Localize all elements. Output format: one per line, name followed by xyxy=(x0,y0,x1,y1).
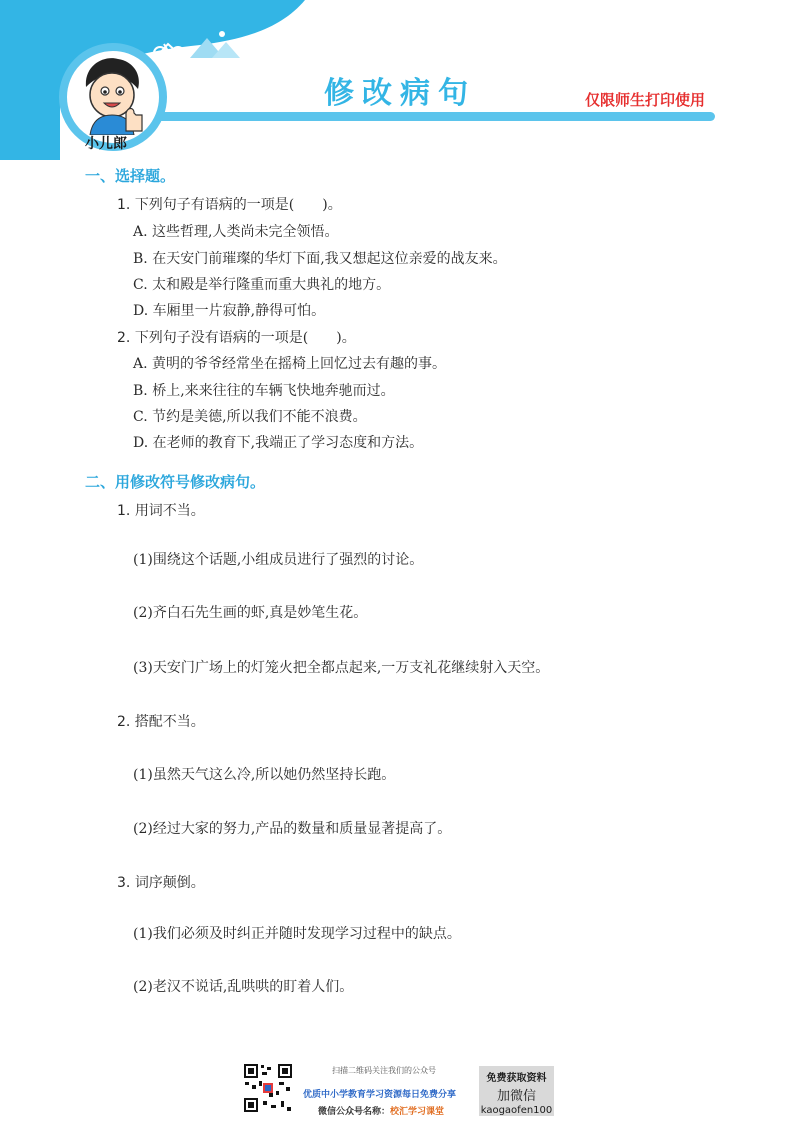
question-number: 2. xyxy=(117,330,131,346)
question-1 xyxy=(117,194,342,214)
group-2 xyxy=(117,711,205,731)
option-b: B. 桥上,来来往往的车辆飞快地奔驰而过。 xyxy=(133,383,395,399)
option-c: C. 节约是美德,所以我们不能不浪费。 xyxy=(133,409,367,425)
section-title-correction: 二、用修改符号修改病句。 xyxy=(85,473,266,491)
sentence-item: (1)虽然天气这么冷,所以她仍然坚持长跑。 xyxy=(133,767,396,783)
question-number: 1. xyxy=(117,197,131,213)
question-number: 2. xyxy=(117,714,131,730)
footer-slogan: 优质中小学教育学习资源每日免费分享 xyxy=(303,1090,457,1100)
question-number: 1. xyxy=(117,503,131,519)
option-b: B. 在天安门前璀璨的华灯下面,我又想起这位亲爱的战友来。 xyxy=(133,251,507,267)
question-text: 下列句子有语病的一项是( )。 xyxy=(134,197,342,213)
account-label: 微信公众号名称： xyxy=(318,1107,391,1117)
sentence-item: (3)天安门广场上的灯笼火把全都点起来,一万支礼花继续射入天空。 xyxy=(133,660,550,676)
option-d: D. 车厢里一片寂静,静得可怕。 xyxy=(133,303,326,319)
option-c: C. 太和殿是举行隆重而重大典礼的地方。 xyxy=(133,277,391,293)
group-3 xyxy=(117,872,205,892)
question-2 xyxy=(117,327,356,347)
qr-code-icon xyxy=(243,1063,293,1113)
option-a: A. 这些哲理,人类尚未完全领悟。 xyxy=(133,224,339,240)
option-a: A. 黄明的爷爷经常坐在摇椅上回忆过去有趣的事。 xyxy=(133,356,447,372)
print-notice: 仅限师生打印使用 xyxy=(585,91,706,109)
wechat-box-line1: 免费获取资料 xyxy=(486,1073,547,1084)
avatar-icon xyxy=(70,55,156,135)
page-title: 修改病句 xyxy=(324,76,476,111)
question-text: 下列句子没有语病的一项是( )。 xyxy=(134,330,356,346)
sentence-item: (1)我们必须及时纠正并随时发现学习过程中的缺点。 xyxy=(133,926,461,942)
question-text: 用词不当。 xyxy=(134,503,205,519)
sentence-item: (1)围绕这个话题,小组成员进行了强烈的讨论。 xyxy=(133,552,424,568)
sentence-item: (2)经过大家的努力,产品的数量和质量显著提高了。 xyxy=(133,821,452,837)
question-text: 词序颠倒。 xyxy=(134,875,205,891)
brand-label: 小儿郎 xyxy=(85,136,127,152)
section-title-choice: 一、选择题。 xyxy=(85,167,176,185)
account-name: 校汇学习课堂 xyxy=(390,1107,445,1117)
sentence-item: (2)老汉不说话,乱哄哄的盯着人们。 xyxy=(133,979,354,995)
wechat-id: kaogaofen100 xyxy=(480,1105,553,1116)
sentence-item: (2)齐白石先生画的虾,真是妙笔生花。 xyxy=(133,605,368,621)
scan-qr-text: 扫描二维码关注我们的公众号 xyxy=(332,1066,436,1075)
option-d: D. 在老师的教育下,我端正了学习态度和方法。 xyxy=(133,435,424,451)
wechat-contact-box xyxy=(479,1066,554,1116)
question-text: 搭配不当。 xyxy=(134,714,205,730)
group-1 xyxy=(117,500,205,520)
question-number: 3. xyxy=(117,875,131,891)
wechat-box-line2: 加微信 xyxy=(496,1089,536,1104)
account-name-line xyxy=(318,1104,444,1117)
